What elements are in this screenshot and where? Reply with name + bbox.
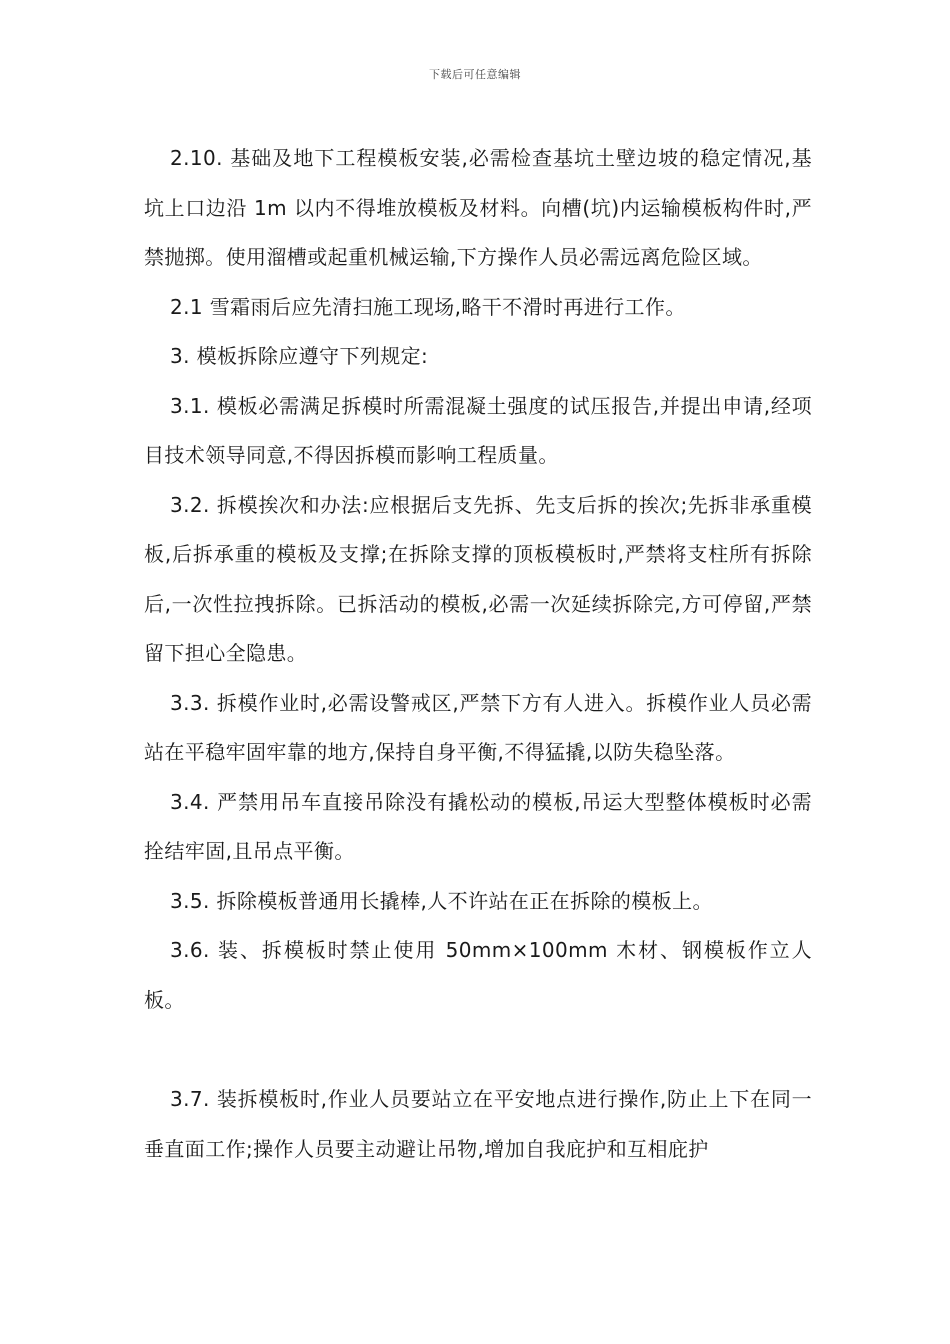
page-header: 下载后可任意编辑 (429, 68, 521, 81)
paragraph-3: 3. 模板拆除应遵守下列规定: (170, 344, 429, 368)
paragraph-3-4: 3.4. 严禁用吊车直接吊除没有撬松动的模板,吊运大型整体模板时必需拴结牢固,且吊点平衡。 (144, 789, 812, 863)
paragraph-3-1: 3.1. 模板必需满足拆模时所需混凝土强度的试压报告,并提出申请,经项目技术领导同意,不得因拆模而影响工程质量。 (144, 393, 812, 467)
paragraph-3-3: 3.3. 拆模作业时,必需设警戒区,严禁下方有人进入。拆模作业人员必需站在平稳牢固牢靠的地方,保持自身平衡,不得猛撬,以防失稳坠落。 (144, 690, 812, 764)
paragraph-2-10: 2.10. 基础及地下工程模板安装,必需检查基坑土壁边坡的稳定情况,基坑上口边沿 1m 以内不得堆放模板及材料。向槽(坑)内运输模板构件时,严禁抛掷。使用溜槽或起重机械运输,下方操作人员必需远离危险区域。 (144, 146, 812, 269)
paragraph-2-1: 2.1 雪霜雨后应先清扫施工现场,略干不滑时再进行工作。 (170, 294, 686, 319)
paragraph-3-6: 3.6. 装、拆模板时禁止使用 50mm×100mm 木材、钢模板作立人板。 (144, 938, 812, 1012)
paragraph-spacer (144, 1025, 812, 1075)
paragraph-3-2: 3.2. 拆模挨次和办法:应根据后支先拆、先支后拆的挨次;先拆非承重模板,后拆承重的模板及支撑;在拆除支撑的顶板模板时,严禁将支柱所有拆除后,一次性拉拽拆除。已拆活动的模板,必需一次延续拆除完,方可停留,严禁留下担心全隐患。 (144, 492, 812, 665)
document-body (144, 134, 812, 1174)
paragraph-3-5: 3.5. 拆除模板普通用长撬棒,人不许站在正在拆除的模板上。 (170, 888, 713, 913)
paragraph-3-7: 3.7. 装拆模板时,作业人员要站立在平安地点进行操作,防止上下在同一垂直面工作;操作人员要主动避让吊物,增加自我庇护和互相庇护 (144, 1087, 812, 1161)
